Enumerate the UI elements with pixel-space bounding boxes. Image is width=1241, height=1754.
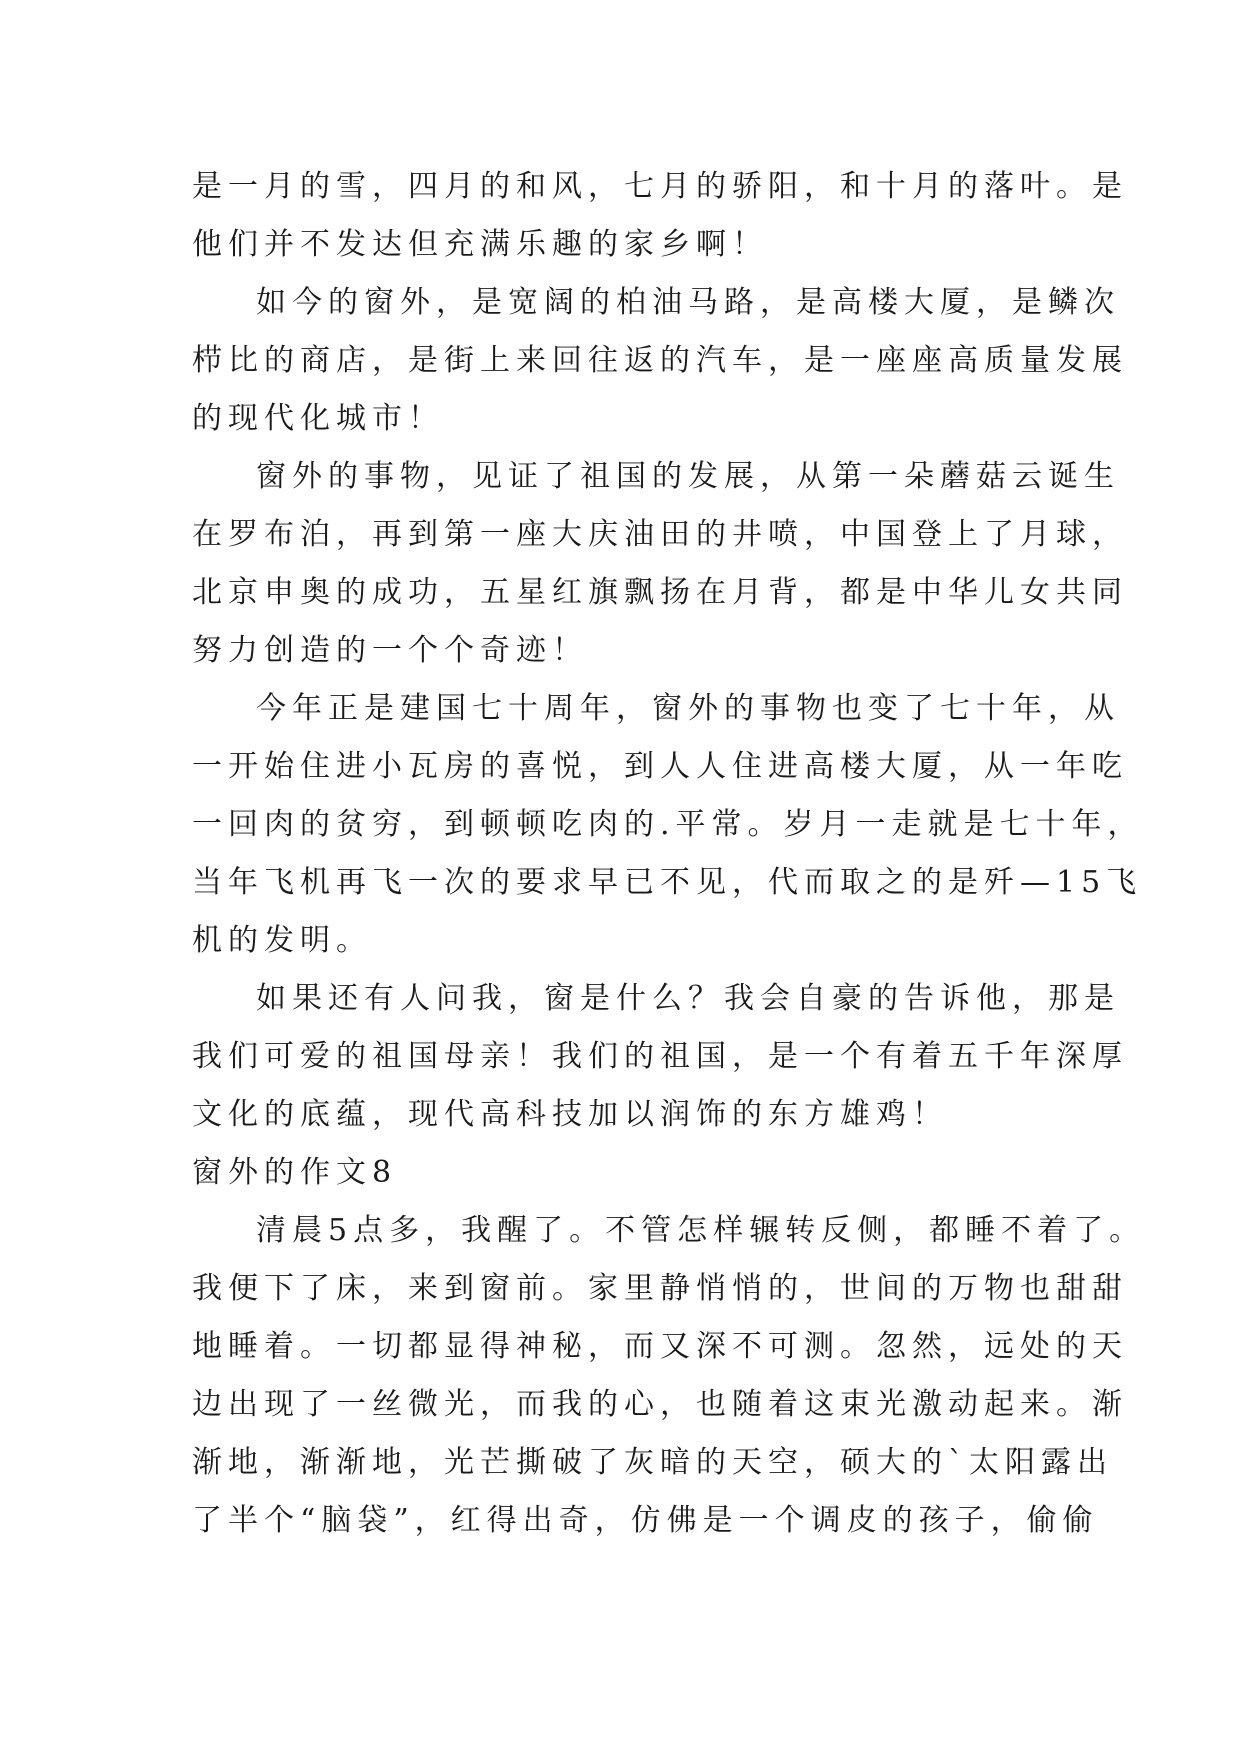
text-line: 当年飞机再飞一次的要求早已不见，代而取之的是歼—15飞	[192, 865, 1143, 900]
text-line: 的现代化城市！	[192, 401, 444, 436]
paragraph	[192, 1202, 1146, 1550]
text-line: 一回肉的贫穷，到顿顿吃肉的.平常。岁月一走就是七十年，	[192, 807, 1144, 842]
text-line: 机的发明。	[192, 923, 372, 958]
text-line: 今年正是建国七十周年，窗外的事物也变了七十年，从	[256, 691, 1120, 726]
heading-text: 窗外的作文8	[192, 1155, 398, 1190]
text-line: 他们并不发达但充满乐趣的家乡啊！	[192, 227, 768, 262]
text-line: 地睡着。一切都显得神秘，而又深不可测。忽然，远处的天	[192, 1329, 1128, 1364]
text-line: 窗外的事物，见证了祖国的发展，从第一朵蘑菇云诞生	[256, 459, 1120, 494]
document-body	[192, 158, 1146, 1550]
text-line: 努力创造的一个个奇迹！	[192, 633, 588, 668]
section-heading	[192, 1144, 1062, 1202]
text-line: 在罗布泊，再到第一座大庆油田的井喷，中国登上了月球，	[192, 517, 1128, 552]
text-line: 渐地，渐渐地，光芒撕破了灰暗的天空，硕大的`太阳露出	[192, 1445, 1113, 1480]
text-line: 如果还有人问我，窗是什么？我会自豪的告诉他，那是	[256, 981, 1120, 1016]
text-line: 清晨5点多，我醒了。不管怎样辗转反侧，都睡不着了。	[256, 1213, 1146, 1248]
text-line: 北京申奥的成功，五星红旗飘扬在月背，都是中华儿女共同	[192, 575, 1128, 610]
paragraph	[192, 970, 1128, 1144]
text-line: 了半个“脑袋”，红得出奇，仿佛是一个调皮的孩子，偷偷	[192, 1503, 1099, 1538]
text-line: 我便下了床，来到窗前。家里静悄悄的，世间的万物也甜甜	[192, 1271, 1128, 1306]
paragraph	[192, 448, 1128, 680]
text-line: 栉比的商店，是街上来回往返的汽车，是一座座高质量发展	[192, 343, 1128, 378]
paragraph	[192, 680, 1144, 970]
paragraph	[192, 158, 1128, 274]
text-line: 如今的窗外，是宽阔的柏油马路，是高楼大厦，是鳞次	[256, 285, 1120, 320]
paragraph	[192, 274, 1128, 448]
text-line: 边出现了一丝微光，而我的心，也随着这束光激动起来。渐	[192, 1387, 1128, 1422]
text-line: 是一月的雪，四月的和风，七月的骄阳，和十月的落叶。是	[192, 169, 1128, 204]
text-line: 一开始住进小瓦房的喜悦，到人人住进高楼大厦，从一年吃	[192, 749, 1128, 784]
text-line: 我们可爱的祖国母亲！我们的祖国，是一个有着五千年深厚	[192, 1039, 1128, 1074]
text-line: 文化的底蕴，现代高科技加以润饰的东方雄鸡！	[192, 1097, 948, 1132]
